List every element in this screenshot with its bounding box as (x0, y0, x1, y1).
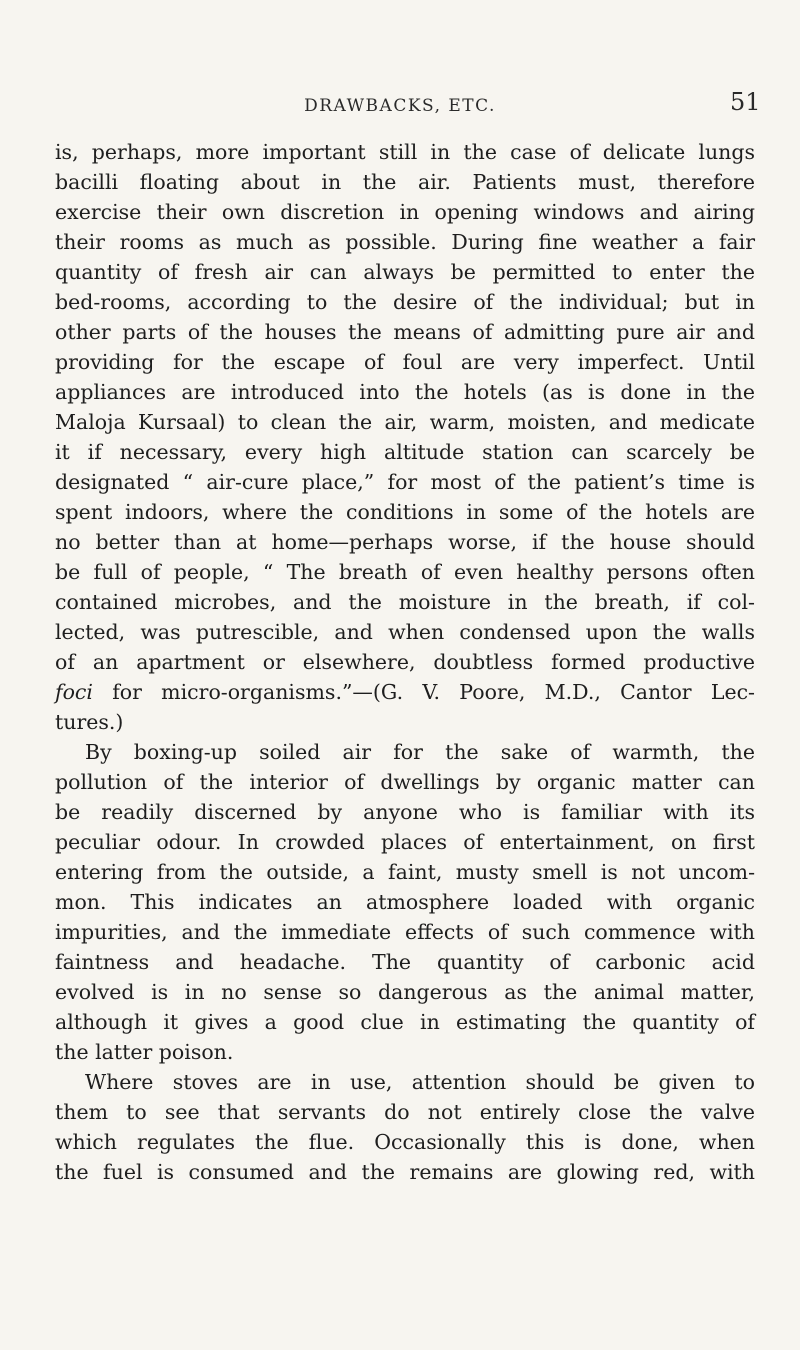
text-line: of an apartment or elsewhere, doubtless formed productive (55, 650, 755, 674)
text-line: quantity of fresh air can always be permitted to enter the (55, 260, 755, 284)
text-line: pollution of the interior of dwellings by organic matter can (55, 770, 755, 794)
text-line: the fuel is consumed and the remains are glowing red, with (55, 1160, 755, 1184)
text-line: their rooms as much as possible. During fine weather a fair (55, 230, 755, 254)
text-line: designated “ air-cure place,” for most of the patient’s time is (55, 470, 755, 494)
text-line: Maloja Kursaal) to clean the air, warm, moisten, and medicate (55, 410, 755, 434)
page-number: 51 (730, 88, 761, 116)
paragraph-end-line: the latter poison. (55, 1040, 234, 1064)
text-line: is, perhaps, more important still in the case of delicate lungs (55, 140, 755, 164)
text-line: bed-rooms, according to the desire of the individual; but in (55, 290, 755, 314)
text-line: evolved is in no sense so dangerous as the animal matter, (55, 980, 755, 1004)
text-line: foci for micro-organisms.”—(G. V. Poore, M.D., Cantor Lec- (55, 680, 755, 704)
text-line: no better than at home—perhaps worse, if the house should (55, 530, 755, 554)
text-line: although it gives a good clue in estimating the quantity of (55, 1010, 755, 1034)
paragraph-start-line: Where stoves are in use, attention should be given to (85, 1070, 755, 1094)
text-line: faintness and headache. The quantity of carbonic acid (55, 950, 755, 974)
text-line: other parts of the houses the means of admitting pure air and (55, 320, 755, 344)
text-line: exercise their own discretion in opening windows and airing (55, 200, 755, 224)
text-line: peculiar odour. In crowded places of entertainment, on first (55, 830, 755, 854)
body-text (55, 137, 755, 1187)
text-line: contained microbes, and the moisture in the breath, if col- (55, 590, 755, 614)
text-line: impurities, and the immediate effects of such commence with (55, 920, 755, 944)
text-line: entering from the outside, a faint, musty smell is not uncom- (55, 860, 755, 884)
text-line: them to see that servants do not entirely close the valve (55, 1100, 755, 1124)
text-line: be readily discerned by anyone who is familiar with its (55, 800, 755, 824)
text-line: providing for the escape of foul are very imperfect. Until (55, 350, 755, 374)
text-line: be full of people, “ The breath of even healthy persons often (55, 560, 755, 584)
text-line: it if necessary, every high altitude station can scarcely be (55, 440, 755, 464)
text-line: which regulates the flue. Occasionally this is done, when (55, 1130, 755, 1154)
text-line: appliances are introduced into the hotels (as is done in the (55, 380, 755, 404)
paragraph-start-line: By boxing-up soiled air for the sake of warmth, the (85, 740, 755, 764)
text-line: bacilli floating about in the air. Patients must, therefore (55, 170, 755, 194)
text-line: mon. This indicates an atmosphere loaded with organic (55, 890, 755, 914)
text-line: spent indoors, where the conditions in some of the hotels are (55, 500, 755, 524)
paragraph-end-line: tures.) (55, 710, 124, 734)
running-head: DRAWBACKS, ETC. (304, 96, 496, 116)
text-line: lected, was putrescible, and when condensed upon the walls (55, 620, 755, 644)
